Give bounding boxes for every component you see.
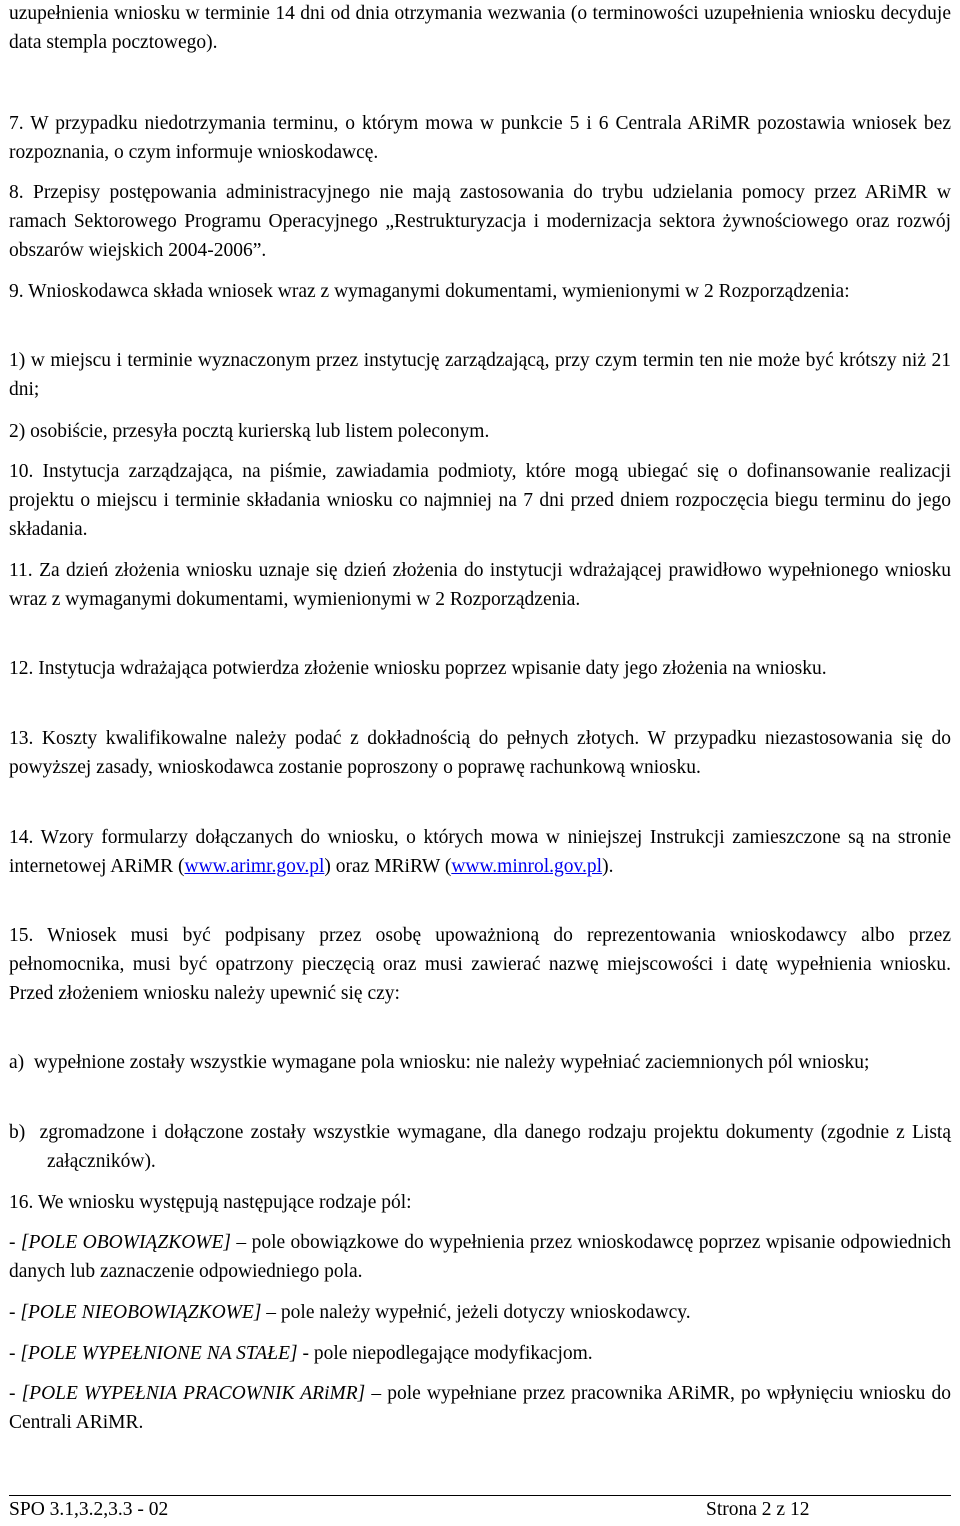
dash: -: [9, 1343, 21, 1364]
field-desc-staff: – pole wypełniane przez pracownika ARiMR, po wpłynięciu wniosku do Centrali ARiMR.: [9, 1383, 951, 1433]
link-minrol[interactable]: www.minrol.gov.pl: [451, 855, 603, 877]
paragraph-13: 13. Koszty kwalifikowalne należy podać z dokładnością do pełnych złotych. W przypadku niezastosowania się do powyższej zasady, wnioskodawca zostanie poproszony o poprawę rachunkową wniosku.: [9, 728, 951, 778]
paragraph-intro: uzupełnienia wniosku w terminie 14 dni od dnia otrzymania wezwania (o terminowości uzupełnienia wniosku decyduje data stempla pocztowego).: [9, 3, 951, 53]
link-arimr[interactable]: www.arimr.gov.pl: [184, 855, 325, 877]
paragraph-9-item-1: 1) w miejscu i terminie wyznaczonym przez instytucję zarządzającą, przy czym termin ten nie może być krótszy niż 21 dni;: [9, 350, 951, 400]
paragraph-14-text: 14. Wzory formularzy dołączanych do wniosku, o których mowa w niniejszej Instrukcji zamieszczone są na stronie internetowej ARiMR (: [9, 827, 951, 877]
field-label-fixed: [POLE WYPEŁNIONE NA STAŁE]: [20, 1343, 298, 1364]
paragraph-14: [9, 824, 951, 882]
field-label-optional: [POLE NIEOBOWIĄZKOWE]: [20, 1302, 262, 1323]
field-desc-fixed: - pole niepodlegające modyfikacjom.: [297, 1343, 593, 1364]
paragraph-15-item-b: b) zgromadzone i dołączone zostały wszystkie wymagane, dla danego rodzaju projektu dokumenty (zgodnie z Listą załączników).: [9, 1122, 951, 1172]
field-desc-optional: – pole należy wypełnić, jeżeli dotyczy wnioskodawcy.: [261, 1302, 691, 1323]
paragraph-14-text-2: ) oraz MRiRW (: [324, 855, 452, 877]
paragraph-11: 11. Za dzień złożenia wniosku uznaje się dzień złożenia do instytucji wdrażającej prawidłowo wypełnionego wniosku wraz z wymaganymi dokumentami, wymienionymi w 2 Rozporządzenia.: [9, 560, 951, 610]
dash: -: [9, 1383, 22, 1404]
field-type-staff: [9, 1380, 951, 1438]
field-desc-mandatory: – pole obowiązkowe do wypełnienia przez wnioskodawcę poprzez wpisanie odpowiednich danych lub zaznaczenie odpowiedniego pola.: [9, 1232, 951, 1282]
paragraph-16: 16. We wniosku występują następujące rodzaje pól:: [9, 1192, 412, 1213]
footer-divider: [9, 1495, 951, 1496]
footer-page-number: Strona 2 z 12: [706, 1499, 810, 1520]
paragraph-8: 8. Przepisy postępowania administracyjnego nie mają zastosowania do trybu udzielania pomocy przez ARiMR w ramach Sektorowego Programu Operacyjnego „Restrukturyzacja i modernizacja sektora żywnościowego oraz rozwój obszarów wiejskich 2004-2006”.: [9, 182, 951, 261]
paragraph-12: 12. Instytucja wdrażająca potwierdza złożenie wniosku poprzez wpisanie daty jego złożenia na wniosku.: [9, 658, 827, 679]
footer-document-code: SPO 3.1,3.2,3.3 - 02: [9, 1499, 169, 1520]
paragraph-15-item-a: a) wypełnione zostały wszystkie wymagane pola wniosku: nie należy wypełniać zaciemnionych pól wniosku;: [9, 1052, 870, 1073]
field-label-staff: [POLE WYPEŁNIA PRACOWNIK ARiMR]: [21, 1383, 366, 1404]
paragraph-7: 7. W przypadku niedotrzymania terminu, o którym mowa w punkcie 5 i 6 Centrala ARiMR pozostawia wniosek bez rozpoznania, o czym informuje wnioskodawcę.: [9, 113, 951, 163]
paragraph-14-text-3: ).: [602, 855, 614, 877]
field-type-mandatory: [9, 1229, 951, 1287]
paragraph-15: 15. Wniosek musi być podpisany przez osobę upoważnioną do reprezentowania wnioskodawcy albo przez pełnomocnika, musi być opatrzony pieczęcią oraz musi zawierać nazwę miejscowości i datę wypełnienia wniosku. Przed złożeniem wniosku należy upewnić się czy:: [9, 925, 951, 1004]
dash: -: [9, 1232, 21, 1253]
paragraph-9: 9. Wnioskodawca składa wniosek wraz z wymaganymi dokumentami, wymienionymi w 2 Rozporządzenia:: [9, 281, 850, 302]
dash: -: [9, 1302, 21, 1323]
field-label-mandatory: [POLE OBOWIĄZKOWE]: [20, 1232, 232, 1253]
paragraph-10: 10. Instytucja zarządzająca, na piśmie, zawiadamia podmioty, które mogą ubiegać się o dofinansowanie realizacji projektu o miejscu i terminie składania wniosku co najmniej na 7 dni przed dniem rozpoczęcia biegu terminu do jego składania.: [9, 461, 951, 540]
field-type-fixed: [9, 1340, 951, 1369]
field-type-optional: [9, 1299, 951, 1328]
paragraph-9-item-2: 2) osobiście, przesyła pocztą kurierską lub listem poleconym.: [9, 421, 490, 442]
